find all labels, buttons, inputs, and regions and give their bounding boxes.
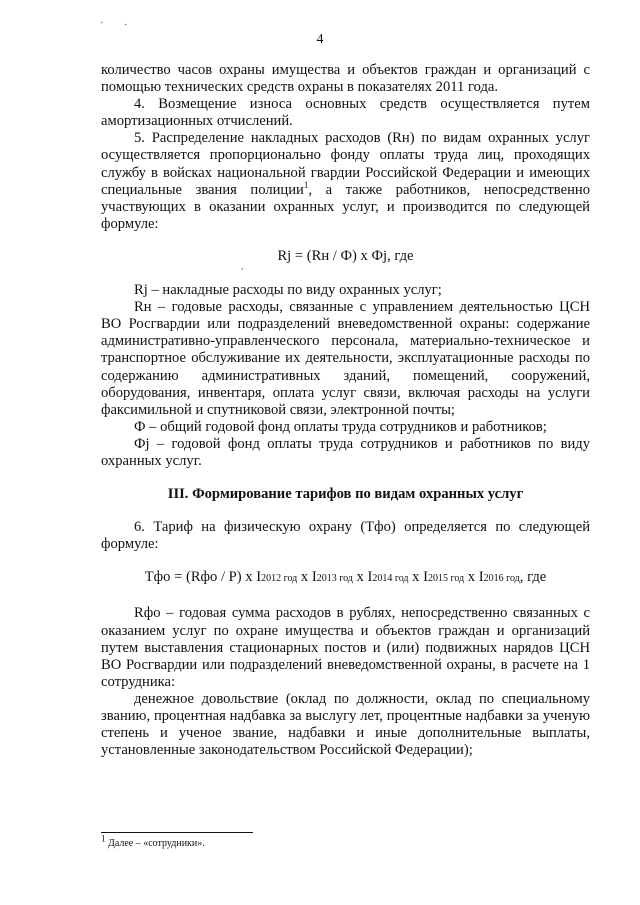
definition-rfo: Rфо – годовая сумма расходов в рублях, непосредственно связанных с оказанием услуг по охране имущества и объектов граждан и организаций путем выставления стационарных постов и (или) подвижных нарядов ЦСН ВО Росгвардии или подразделений вневедомственной охраны, в расчете на 1 сотрудника: — [101, 605, 590, 690]
index-term: I2012 год х — [256, 569, 312, 586]
section-heading: III. Формирование тарифов по видам охранных услуг — [167, 486, 524, 503]
paragraph-6: 6. Тариф на физическую охрану (Тфо) определяется по следующей формуле: — [101, 519, 590, 553]
document-body — [101, 62, 590, 759]
paragraph-5-text-b: , а также работников, непосредственно участвующих в оказании охранных услуг, и производится по следующей формуле: — [101, 181, 590, 232]
definition-rj: Rj – накладные расходы по виду охранных услуг; — [134, 282, 442, 299]
footnote-reference: 1 — [303, 179, 309, 190]
footnote-text: Далее – «сотрудники». — [108, 838, 205, 849]
paragraph-4: 4. Возмещение износа основных средств осуществляется путем амортизационных отчислений. — [101, 96, 590, 130]
footnote — [101, 833, 205, 849]
definition-f: Ф – общий годовой фонд оплаты труда сотрудников и работников; — [134, 418, 547, 435]
scan-speck: · — [124, 20, 128, 31]
index-term: I2016 год, где — [478, 569, 547, 586]
index-term: I2015 год х — [423, 569, 479, 586]
formula-tariff — [101, 569, 590, 587]
index-term: I2014 год х — [367, 569, 424, 586]
definition-rn: Rн – годовые расходы, связанные с управлением деятельностью ЦСН ВО Росгвардии или подразделений вневедомственной охраны: содержание административно-управленческого персонала, материально-техническое и транспортное обслуживание их деятельности, эксплуатационные расходы по содержанию административных зданий, помещений, сооружений, оборудования, инвентаря, оплата услуг связи, включая расходы на услуги факсимильной и спутниковой связи, электронной почты; — [101, 299, 590, 418]
paragraph-continuation: количество часов охраны имущества и объектов граждан и организаций с помощью технических средств охраны в показателях 2011 года. — [101, 62, 590, 96]
paragraph-5-text-a: 5. Распределение накладных расходов (Rн) по видам охранных услуг осуществляется пропорционально фонду оплаты труда лиц, проходящих службу в войсках национальной гвардии Российской Федерации и имеющих специальные звания полиции — [101, 130, 590, 198]
definition-fj: Фj – годовой фонд оплаты труда сотрудников и работников по виду охранных услуг. — [101, 435, 590, 469]
page-number: 4 — [316, 32, 324, 47]
footnote-divider — [101, 832, 253, 833]
definition-pay: денежное довольствие (оклад по должности, оклад по специальному званию, процентная надбавка за выслугу лет, процентные надбавки за ученую степень и ученое звание, надбавки и иные дополнительные выплаты, установленные законодательством Российской Федерации); — [101, 690, 590, 759]
formula-overhead: Rj = (Rн / Ф) х Фj, где — [277, 247, 414, 264]
footnote-mark: 1 — [101, 833, 106, 844]
index-term: I2013 год х — [311, 569, 368, 586]
formula-tariff-start: Тфо = (Rфо / Р) х — [144, 569, 257, 586]
scan-speck: ⸳ — [241, 263, 244, 274]
paragraph-5 — [101, 130, 590, 233]
scan-speck: · — [100, 18, 104, 29]
